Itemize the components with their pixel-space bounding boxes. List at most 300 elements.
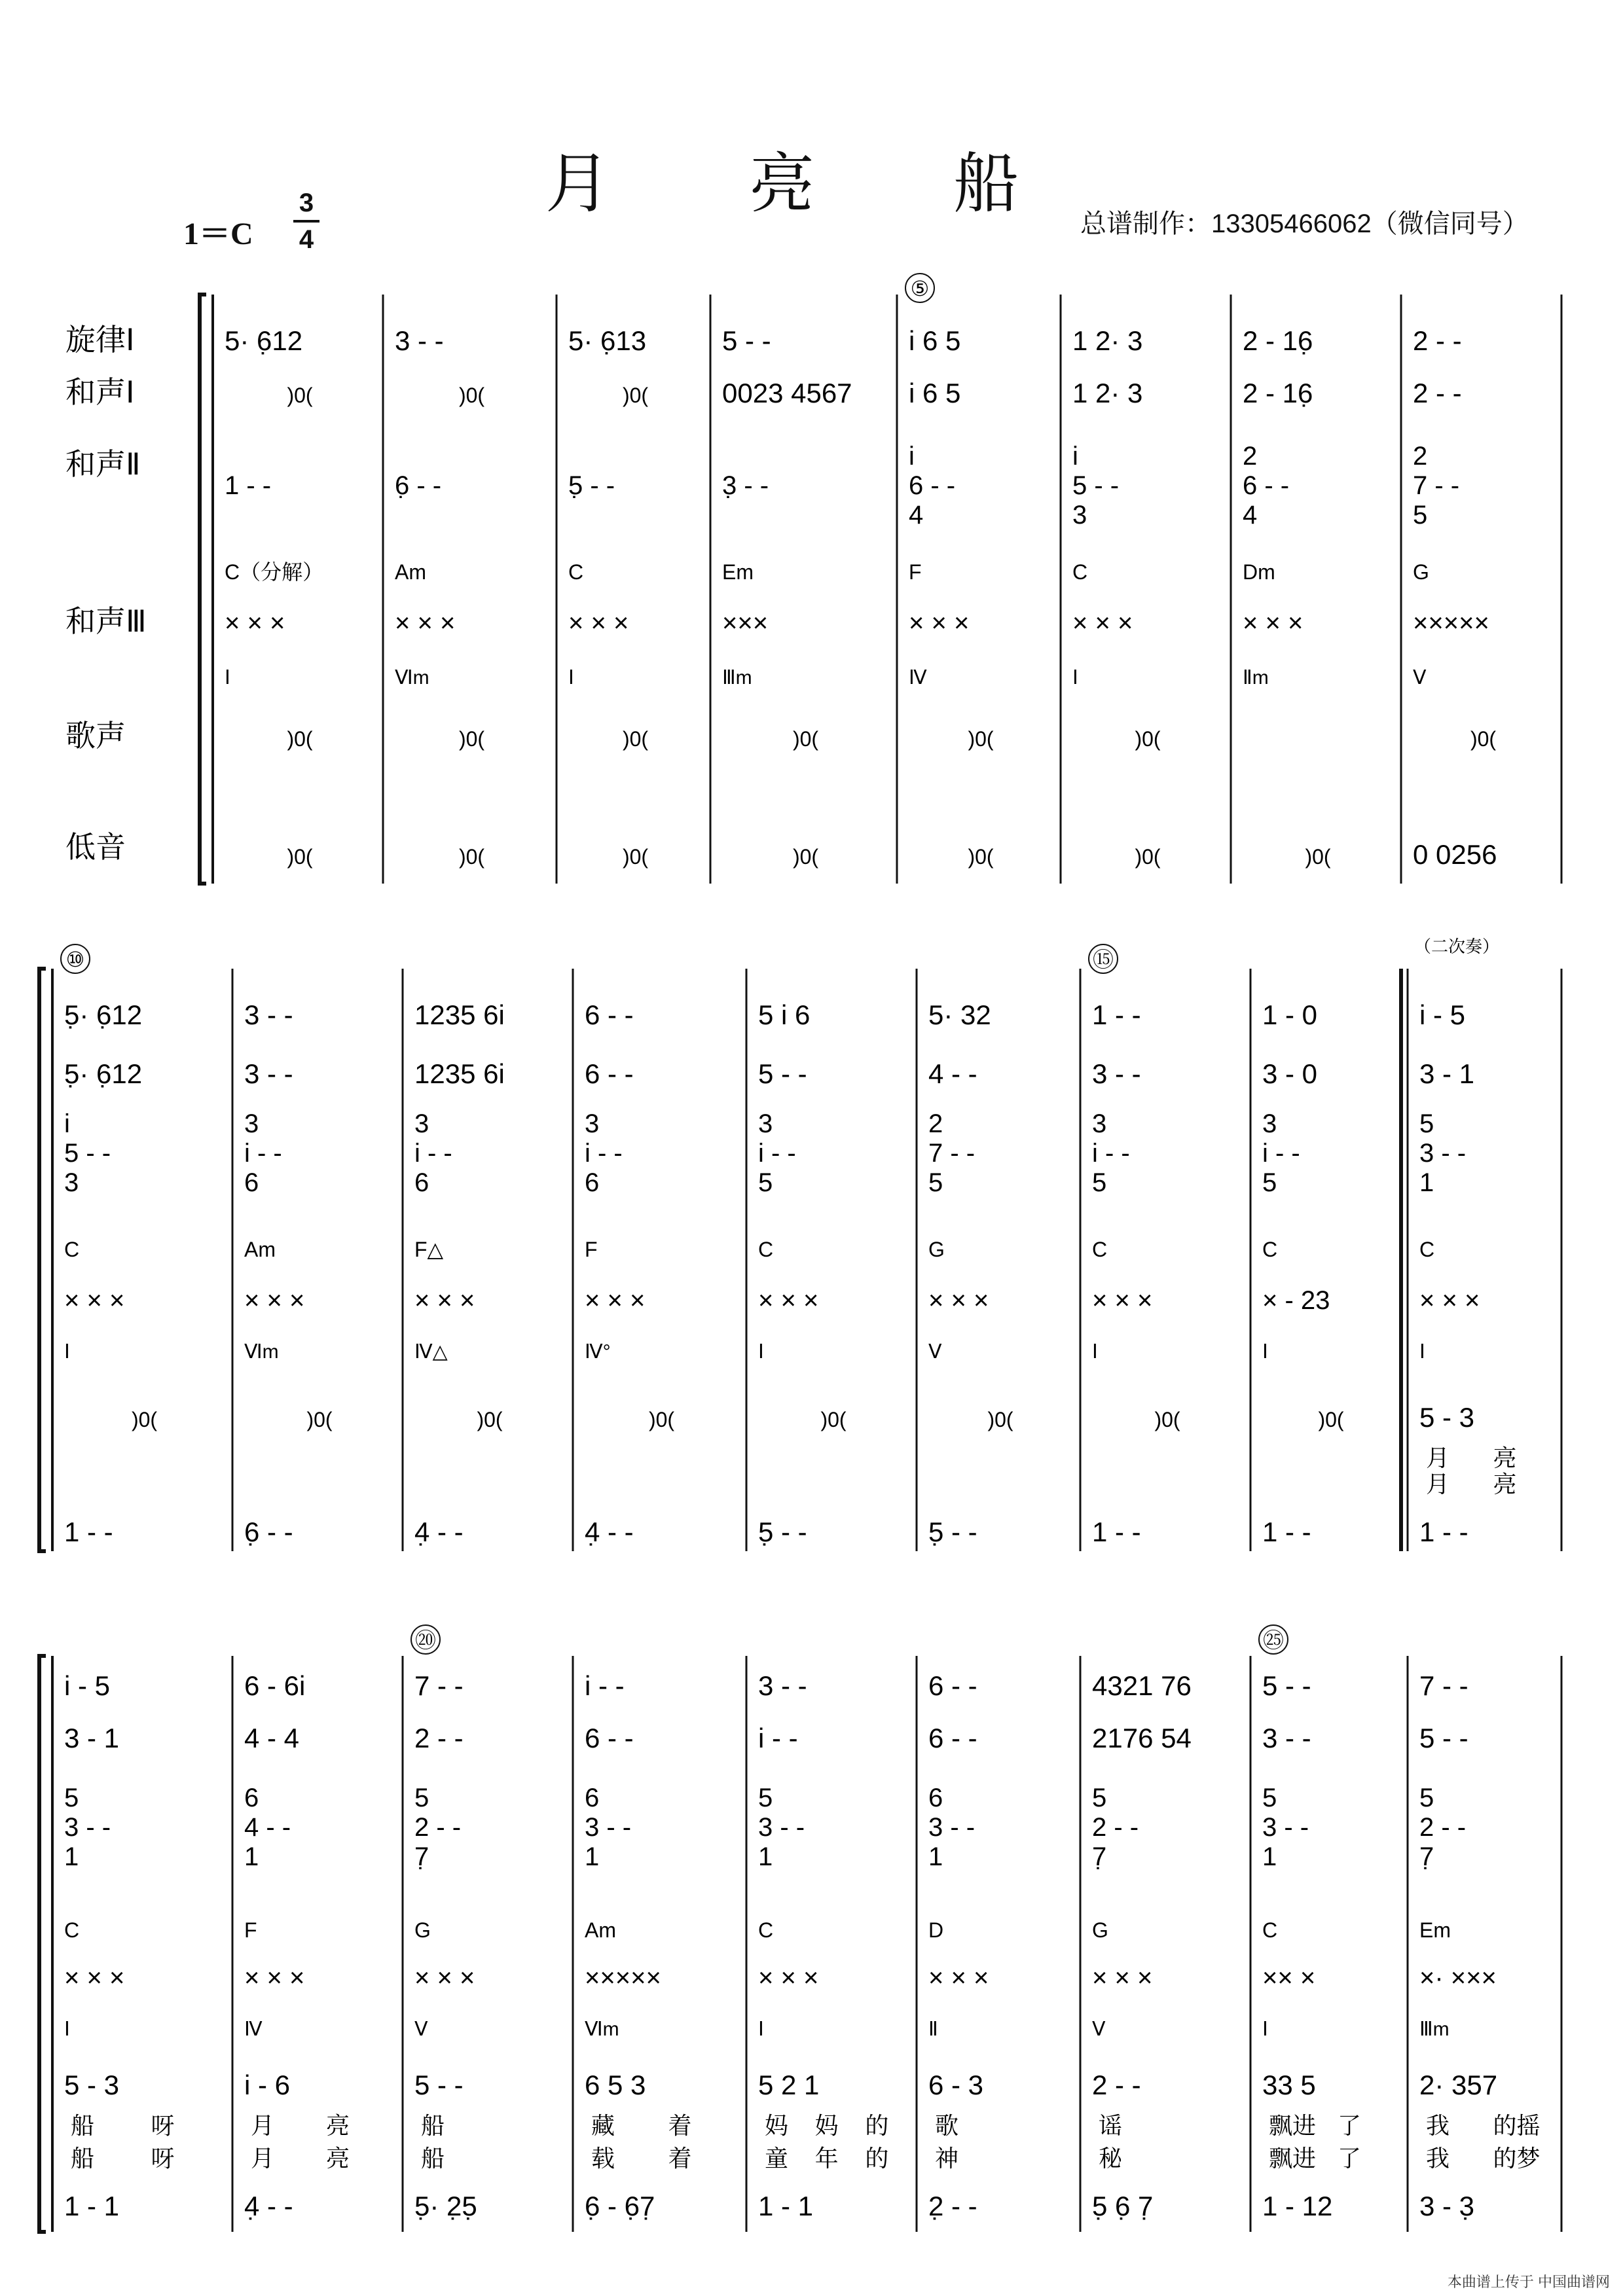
- bass-notes: 1 - -: [64, 1516, 113, 1547]
- harmony3-rhythm: × × ×: [758, 1964, 819, 1992]
- roman-numeral: Ⅰ: [758, 2018, 764, 2040]
- roman-numeral: Ⅰ: [64, 1341, 70, 1363]
- harmony2-notes: 6 - -: [909, 471, 956, 500]
- vocal-notes: )0(: [1318, 1408, 1344, 1431]
- harmony1-notes: 4 - 4: [244, 1723, 300, 1753]
- harmony2-notes: 3: [1072, 501, 1087, 529]
- vocal-notes: )0(: [987, 1408, 1013, 1431]
- vocal-notes: 5 - 3: [1419, 1402, 1475, 1433]
- melody1-notes: 5 - -: [1262, 1670, 1311, 1701]
- roman-numeral: Ⅱm: [1243, 667, 1269, 689]
- lyric-verse2: 亮: [326, 2145, 350, 2172]
- system-bracket: [200, 295, 206, 884]
- measure-number: ⑮: [1092, 948, 1114, 971]
- harmony2-notes: 4 - -: [244, 1813, 291, 1842]
- harmony3-rhythm: × × ×: [1419, 1286, 1480, 1315]
- harmony2-notes: 6: [244, 1168, 259, 1197]
- bass-notes: 1 - -: [1262, 1516, 1311, 1547]
- chord-symbol: C: [758, 1918, 774, 1942]
- vocal-notes: )0(: [1470, 727, 1497, 751]
- harmony2-notes: 7 - -: [928, 1139, 976, 1168]
- harmony1-notes: 3 - -: [244, 1058, 293, 1089]
- chord-symbol: G: [928, 1238, 945, 1261]
- harmony3-rhythm: ×· ×××: [1419, 1964, 1497, 1992]
- vocal-notes: 5 - 3: [64, 2070, 120, 2100]
- harmony1-notes: 5̣· 6̣12: [64, 1058, 143, 1089]
- harmony2-notes: 3: [64, 1168, 79, 1197]
- lyric-verse2: 童: [765, 2145, 789, 2172]
- bass-notes: 4̣ - -: [414, 1516, 464, 1547]
- roman-numeral: Ⅰ: [1092, 1341, 1098, 1363]
- vocal-notes: )0(: [306, 1408, 333, 1431]
- vocal-notes: )0(: [131, 1408, 158, 1431]
- harmony3-rhythm: × × ×: [414, 1964, 475, 1992]
- lyric-verse2: 飘进: [1269, 2145, 1317, 2172]
- harmony2-notes: 3 - -: [585, 1813, 632, 1842]
- chord-symbol: C: [1072, 560, 1088, 584]
- lyric-verse1: 了: [1338, 2112, 1362, 2139]
- harmony2-notes: 3 - -: [758, 1813, 805, 1842]
- vocal-notes: )0(: [477, 1408, 503, 1431]
- harmony2-notes: 5: [1262, 1168, 1277, 1197]
- chord-symbol: C: [64, 1238, 80, 1261]
- vocal-notes: 5 2 1: [758, 2070, 820, 2100]
- melody1-notes: 6 - -: [928, 1670, 977, 1701]
- harmony2-notes: 5: [758, 1784, 773, 1812]
- melody1-notes: 3 - -: [244, 999, 293, 1030]
- harmony2-notes: 3: [414, 1109, 429, 1138]
- vocal-notes: )0(: [968, 727, 994, 751]
- harmony2-notes: 1: [585, 1842, 600, 1871]
- lyric-verse2: 船: [71, 2145, 95, 2172]
- harmony2-notes: 6: [244, 1784, 259, 1812]
- harmony2-notes: i - -: [758, 1139, 796, 1168]
- vocal-notes: 2· 357: [1419, 2070, 1498, 2100]
- melody1-notes: 6 - 6i: [244, 1670, 306, 1701]
- harmony3-rhythm: × × ×: [244, 1286, 305, 1315]
- melody1-notes: 5· 6̣12: [225, 325, 303, 356]
- harmony3-rhythm: × × ×: [414, 1286, 475, 1315]
- melody1-notes: 5· 6̣13: [568, 325, 647, 356]
- melody1-notes: 3 - -: [758, 1670, 807, 1701]
- harmony1-notes: i - -: [758, 1723, 798, 1753]
- harmony3-rhythm: × × ×: [758, 1286, 819, 1315]
- melody1-notes: 7 - -: [1419, 1670, 1468, 1701]
- harmony2-notes: 5: [928, 1168, 943, 1197]
- harmony3-rhythm: × × ×: [928, 1964, 989, 1992]
- harmony1-notes: 5 - -: [758, 1058, 807, 1089]
- harmony2-notes: 5: [414, 1784, 429, 1812]
- harmony2-notes: 2: [1413, 442, 1428, 471]
- bass-notes: 5̣· 2̣5̣: [414, 2191, 477, 2221]
- lyric-verse2: 的梦: [1493, 2145, 1541, 2172]
- chord-symbol: G: [1092, 1918, 1108, 1942]
- lyric-verse1: 飘进: [1269, 2112, 1317, 2139]
- lyric-verse2: 船: [421, 2145, 445, 2172]
- lyric-verse1: 月: [251, 2112, 275, 2139]
- harmony2-notes: 2 - -: [414, 1813, 462, 1842]
- melody1-notes: 1 - -: [1092, 999, 1141, 1030]
- harmony2-notes: 5 - -: [64, 1139, 111, 1168]
- chord-symbol: C: [1262, 1238, 1278, 1261]
- harmony2-notes: 1: [928, 1842, 943, 1871]
- harmony1-notes: 6 - -: [928, 1723, 977, 1753]
- harmony1-notes: 2 - 16̣: [1243, 378, 1313, 408]
- vocal-notes: 6 5 3: [585, 2070, 646, 2100]
- harmony2-notes: i - -: [585, 1139, 623, 1168]
- vocal-notes: )0(: [1135, 727, 1161, 751]
- harmony2-notes: 1: [758, 1842, 773, 1871]
- chord-symbol: C: [758, 1238, 774, 1261]
- measure-number: ⑤: [910, 277, 930, 300]
- bass-notes: 0 0256: [1413, 839, 1497, 870]
- harmony1-notes: )0(: [287, 384, 313, 407]
- harmony2-notes: 3: [244, 1109, 259, 1138]
- roman-numeral: Ⅴ: [414, 2018, 428, 2040]
- harmony2-notes: 6: [585, 1168, 600, 1197]
- system-bracket: [39, 969, 46, 1551]
- chord-symbol: F: [909, 560, 922, 584]
- harmony2-notes: 5 - -: [1072, 471, 1120, 500]
- vocal-notes: )0(: [287, 727, 313, 751]
- harmony3-rhythm: × × ×: [1092, 1964, 1153, 1992]
- bass-notes: )0(: [968, 845, 994, 869]
- bass-notes: 5̣ - -: [758, 1516, 807, 1547]
- bass-notes: 4̣ - -: [585, 1516, 634, 1547]
- bass-notes: 1 - 1: [64, 2191, 120, 2221]
- harmony2-notes: 1: [1419, 1168, 1434, 1197]
- chord-symbol: Am: [244, 1238, 276, 1261]
- vocal-notes: )0(: [792, 727, 819, 751]
- harmony1-notes: i 6 5: [909, 378, 961, 408]
- melody1-notes: 5· 32: [928, 999, 991, 1030]
- bass-notes: 2̣ - -: [928, 2191, 977, 2221]
- bass-notes: 3 - 3̣: [1419, 2191, 1475, 2221]
- bass-notes: 5̣ 6̣ 7̣: [1092, 2191, 1154, 2221]
- harmony2-notes: 7̣: [1419, 1842, 1434, 1871]
- harmony2-notes: 1 - -: [225, 471, 272, 500]
- roman-numeral: Ⅳ°: [585, 1341, 611, 1363]
- lyric-verse2: 神: [935, 2145, 959, 2172]
- vocal-notes: 5 - -: [414, 2070, 464, 2100]
- bass-notes: 1 - 12: [1262, 2191, 1333, 2221]
- harmony3-rhythm: × × ×: [1072, 609, 1133, 637]
- chord-symbol: C: [1419, 1238, 1435, 1261]
- harmony2-notes: 5: [1092, 1784, 1107, 1812]
- chord-symbol: Am: [585, 1918, 616, 1942]
- bass-notes: )0(: [458, 845, 485, 869]
- part-label: 旋律Ⅰ: [65, 323, 135, 357]
- melody1-notes: i - -: [585, 1670, 625, 1701]
- measure-number: ⑩: [65, 948, 85, 971]
- roman-numeral: Ⅲm: [1419, 2018, 1450, 2040]
- harmony1-notes: 0023 4567: [722, 378, 852, 408]
- lyric-verse1: 歌: [935, 2112, 959, 2139]
- chord-symbol: Am: [395, 560, 426, 584]
- chord-symbol: C: [568, 560, 584, 584]
- lyric-verse1: 亮: [326, 2112, 350, 2139]
- roman-numeral: Ⅵm: [585, 2018, 619, 2040]
- vocal-notes: )0(: [648, 1408, 675, 1431]
- roman-numeral: Ⅳ: [909, 667, 927, 689]
- harmony2-notes: 5: [758, 1168, 773, 1197]
- harmony1-notes: 6 - -: [585, 1723, 634, 1753]
- bass-notes: 1 - 1: [758, 2191, 814, 2221]
- lyric-verse2: 了: [1338, 2145, 1362, 2172]
- harmony2-notes: 3: [758, 1109, 773, 1138]
- roman-numeral: Ⅰ: [568, 667, 574, 689]
- harmony3-rhythm: × × ×: [568, 609, 629, 637]
- harmony3-rhythm: × × ×: [1092, 1286, 1153, 1315]
- harmony2-notes: i - -: [414, 1139, 452, 1168]
- harmony2-notes: i - -: [244, 1139, 282, 1168]
- lyric-verse1: 我: [1426, 2112, 1450, 2139]
- lyric-verse1: 船: [71, 2112, 95, 2139]
- lyric-verse2: 月: [1426, 1471, 1450, 1498]
- chord-symbol: C（分解）: [225, 560, 324, 584]
- chord-symbol: Dm: [1243, 560, 1275, 584]
- chord-symbol: F: [585, 1238, 598, 1261]
- melody1-notes: 1235 6i: [414, 999, 505, 1030]
- melody1-notes: 1 2· 3: [1072, 325, 1143, 356]
- melody1-notes: 5 - -: [722, 325, 771, 356]
- harmony1-notes: 1 2· 3: [1072, 378, 1143, 408]
- vocal-notes: )0(: [820, 1408, 847, 1431]
- bass-notes: )0(: [287, 845, 313, 869]
- roman-numeral: Ⅱ: [928, 2018, 938, 2040]
- harmony2-notes: 2: [928, 1109, 943, 1138]
- harmony3-rhythm: ×××: [722, 609, 769, 637]
- harmony2-notes: 2 - -: [1419, 1813, 1467, 1842]
- lyric-verse2: 的: [865, 2145, 889, 2172]
- harmony2-notes: 7 - -: [1413, 471, 1460, 500]
- harmony3-rhythm: × - 23: [1262, 1286, 1330, 1315]
- roman-numeral: Ⅴ: [928, 1341, 942, 1363]
- arranger-credit: 总谱制作：13305466062（微信同号）: [1080, 209, 1529, 238]
- harmony2-notes: 6 - -: [1243, 471, 1290, 500]
- time-signature-top: 3: [299, 188, 314, 217]
- harmony1-notes: 3 - 0: [1262, 1058, 1318, 1089]
- footer-watermark: 本曲谱上传于 中国曲谱网: [1447, 2274, 1610, 2290]
- harmony2-notes: 6: [928, 1784, 943, 1812]
- roman-numeral: Ⅳ△: [414, 1341, 448, 1363]
- harmony2-notes: 5: [1419, 1109, 1434, 1138]
- melody1-notes: 2 - -: [1413, 325, 1462, 356]
- harmony2-notes: 7̣: [414, 1842, 429, 1871]
- harmony2-notes: 3 - -: [1262, 1813, 1309, 1842]
- harmony1-notes: 3 - -: [1092, 1058, 1141, 1089]
- harmony2-notes: i: [64, 1109, 70, 1138]
- bass-notes: 5̣ - -: [928, 1516, 977, 1547]
- part-label: 和声Ⅱ: [65, 447, 141, 481]
- roman-numeral: Ⅰ: [758, 1341, 764, 1363]
- roman-numeral: Ⅵm: [395, 667, 429, 689]
- bass-notes: 6̣ - -: [244, 1516, 293, 1547]
- chord-symbol: D: [928, 1918, 944, 1942]
- roman-numeral: Ⅳ: [244, 2018, 263, 2040]
- part-label: 低音: [65, 830, 126, 864]
- harmony1-notes: 2 - -: [1413, 378, 1462, 408]
- vocal-notes: 2 - -: [1092, 2070, 1141, 2100]
- measure-number: ㉕: [1262, 1628, 1285, 1652]
- melody1-notes: 2 - 16̣: [1243, 325, 1313, 356]
- chord-symbol: G: [1413, 560, 1429, 584]
- roman-numeral: Ⅰ: [225, 667, 230, 689]
- harmony2-notes: 3 - -: [928, 1813, 976, 1842]
- measure-number: ⑳: [414, 1628, 437, 1652]
- roman-numeral: Ⅰ: [64, 2018, 70, 2040]
- harmony3-rhythm: × × ×: [1243, 609, 1304, 637]
- lyric-verse2: 年: [814, 2145, 839, 2172]
- harmony1-notes: 2 - -: [414, 1723, 464, 1753]
- chord-symbol: Em: [722, 560, 754, 584]
- harmony3-rhythm: × × ×: [928, 1286, 989, 1315]
- chord-symbol: F△: [414, 1238, 444, 1261]
- harmony2-notes: 3: [1092, 1109, 1107, 1138]
- harmony1-notes: 3 - -: [1262, 1723, 1311, 1753]
- vocal-notes: )0(: [1154, 1408, 1180, 1431]
- vocal-notes: i - 6: [244, 2070, 291, 2100]
- chord-symbol: F: [244, 1918, 257, 1942]
- lyric-verse1: 呀: [151, 2112, 175, 2139]
- roman-numeral: Ⅴ: [1413, 667, 1427, 689]
- vocal-notes: )0(: [458, 727, 485, 751]
- harmony2-notes: i - -: [1262, 1139, 1300, 1168]
- harmony3-rhythm: × × ×: [585, 1286, 646, 1315]
- harmony1-notes: 6 - -: [585, 1058, 634, 1089]
- harmony1-notes: 2176 54: [1092, 1723, 1192, 1753]
- harmony2-notes: 5: [1413, 501, 1428, 529]
- harmony1-notes: 1235 6i: [414, 1058, 505, 1089]
- bass-notes: 1 - -: [1419, 1516, 1468, 1547]
- bass-notes: )0(: [622, 845, 649, 869]
- melody1-notes: 5 i 6: [758, 999, 811, 1030]
- lyric-verse1: 亮: [1493, 1444, 1517, 1471]
- harmony2-notes: 1: [64, 1842, 79, 1871]
- harmony3-rhythm: × × ×: [225, 609, 285, 637]
- roman-numeral: Ⅵm: [244, 1341, 279, 1363]
- lyric-verse1: 着: [668, 2112, 692, 2139]
- harmony2-notes: 2: [1243, 442, 1258, 471]
- system-bracket: [39, 1656, 46, 2232]
- vocal-notes: 6 - 3: [928, 2070, 984, 2100]
- harmony2-notes: 2 - -: [1092, 1813, 1139, 1842]
- harmony3-rhythm: × × ×: [64, 1964, 125, 1992]
- lyric-verse1: 妈: [814, 2112, 839, 2139]
- harmony2-notes: 5: [1092, 1168, 1107, 1197]
- harmony1-notes: )0(: [458, 384, 485, 407]
- part-label: 和声Ⅰ: [65, 375, 135, 409]
- harmony2-notes: 5̣ - -: [568, 471, 615, 500]
- melody1-notes: i - 5: [64, 1670, 111, 1701]
- harmony2-notes: 1: [1262, 1842, 1277, 1871]
- harmony2-notes: 3: [585, 1109, 600, 1138]
- harmony3-rhythm: × × ×: [64, 1286, 125, 1315]
- harmony3-rhythm: × × ×: [395, 609, 456, 637]
- harmony3-rhythm: ×××××: [1413, 609, 1489, 637]
- harmony2-notes: 4: [909, 501, 924, 529]
- harmony2-notes: 3 - -: [1419, 1139, 1467, 1168]
- lyric-verse1: 月: [1426, 1444, 1450, 1471]
- lyric-verse2: 秘: [1099, 2145, 1123, 2172]
- harmony3-rhythm: ×× ×: [1262, 1964, 1316, 1992]
- roman-numeral: Ⅴ: [1092, 2018, 1106, 2040]
- bass-notes: 4̣ - -: [244, 2191, 293, 2221]
- harmony2-notes: 5: [64, 1784, 79, 1812]
- harmony2-notes: i: [1072, 442, 1078, 471]
- time-signature-bottom: 4: [299, 225, 314, 254]
- harmony1-notes: 3 - 1: [64, 1723, 120, 1753]
- chord-symbol: G: [414, 1918, 431, 1942]
- chord-symbol: C: [1092, 1238, 1108, 1261]
- melody1-notes: 5̣· 6̣12: [64, 999, 143, 1030]
- lyric-verse2: 我: [1426, 2145, 1450, 2172]
- melody1-notes: i - 5: [1419, 999, 1466, 1030]
- harmony3-rhythm: × × ×: [244, 1964, 305, 1992]
- lyric-verse2: 载: [591, 2145, 615, 2172]
- roman-numeral: Ⅰ: [1419, 1341, 1425, 1363]
- melody1-notes: i 6 5: [909, 325, 961, 356]
- page-title: 月 亮 船: [545, 145, 1078, 222]
- harmony1-notes: )0(: [622, 384, 649, 407]
- lyric-verse2: 月: [251, 2145, 275, 2172]
- chord-symbol: C: [1262, 1918, 1278, 1942]
- harmony2-notes: 7̣: [1092, 1842, 1107, 1871]
- melody1-notes: 4321 76: [1092, 1670, 1192, 1701]
- vocal-notes: )0(: [622, 727, 649, 751]
- lyric-verse1: 的摇: [1493, 2112, 1541, 2139]
- bass-notes: 6̣ - 6̣7̣: [585, 2191, 655, 2221]
- harmony1-notes: 3 - 1: [1419, 1058, 1475, 1089]
- vocal-notes: 33 5: [1262, 2070, 1316, 2100]
- melody1-notes: 1 - 0: [1262, 999, 1318, 1030]
- harmony2-notes: 3: [1262, 1109, 1277, 1138]
- bass-notes: )0(: [1135, 845, 1161, 869]
- harmony2-notes: 6̣ - -: [395, 471, 442, 500]
- roman-numeral: Ⅲm: [722, 667, 752, 689]
- bass-notes: 1 - -: [1092, 1516, 1141, 1547]
- melody1-notes: 3 - -: [395, 325, 444, 356]
- harmony2-notes: 5: [1262, 1784, 1277, 1812]
- harmony2-notes: i: [909, 442, 915, 471]
- bass-notes: )0(: [792, 845, 819, 869]
- roman-numeral: Ⅰ: [1262, 2018, 1268, 2040]
- lyric-verse1: 妈: [765, 2112, 789, 2139]
- harmony2-notes: 5: [1419, 1784, 1434, 1812]
- chord-symbol: C: [64, 1918, 80, 1942]
- lyric-verse1: 谣: [1099, 2112, 1123, 2139]
- harmony3-rhythm: ×××××: [585, 1964, 661, 1992]
- part-label: 歌声: [65, 719, 126, 753]
- lyric-verse1: 船: [421, 2112, 445, 2139]
- lyric-verse2: 呀: [151, 2145, 175, 2172]
- harmony2-notes: 4: [1243, 501, 1258, 529]
- chord-symbol: Em: [1419, 1918, 1451, 1942]
- repeat-annotation: （二次奏）: [1414, 937, 1500, 956]
- harmony1-notes: 5 - -: [1419, 1723, 1468, 1753]
- lyric-verse2: 亮: [1493, 1471, 1517, 1498]
- bass-notes: )0(: [1305, 845, 1331, 869]
- harmony3-rhythm: × × ×: [909, 609, 970, 637]
- lyric-verse1: 藏: [591, 2112, 615, 2139]
- harmony2-notes: 3 - -: [64, 1813, 111, 1842]
- melody1-notes: 7 - -: [414, 1670, 464, 1701]
- harmony1-notes: 4 - -: [928, 1058, 977, 1089]
- melody1-notes: 6 - -: [585, 999, 634, 1030]
- key-signature: 1＝C: [183, 217, 253, 251]
- roman-numeral: Ⅰ: [1262, 1341, 1268, 1363]
- lyric-verse2: 着: [668, 2145, 692, 2172]
